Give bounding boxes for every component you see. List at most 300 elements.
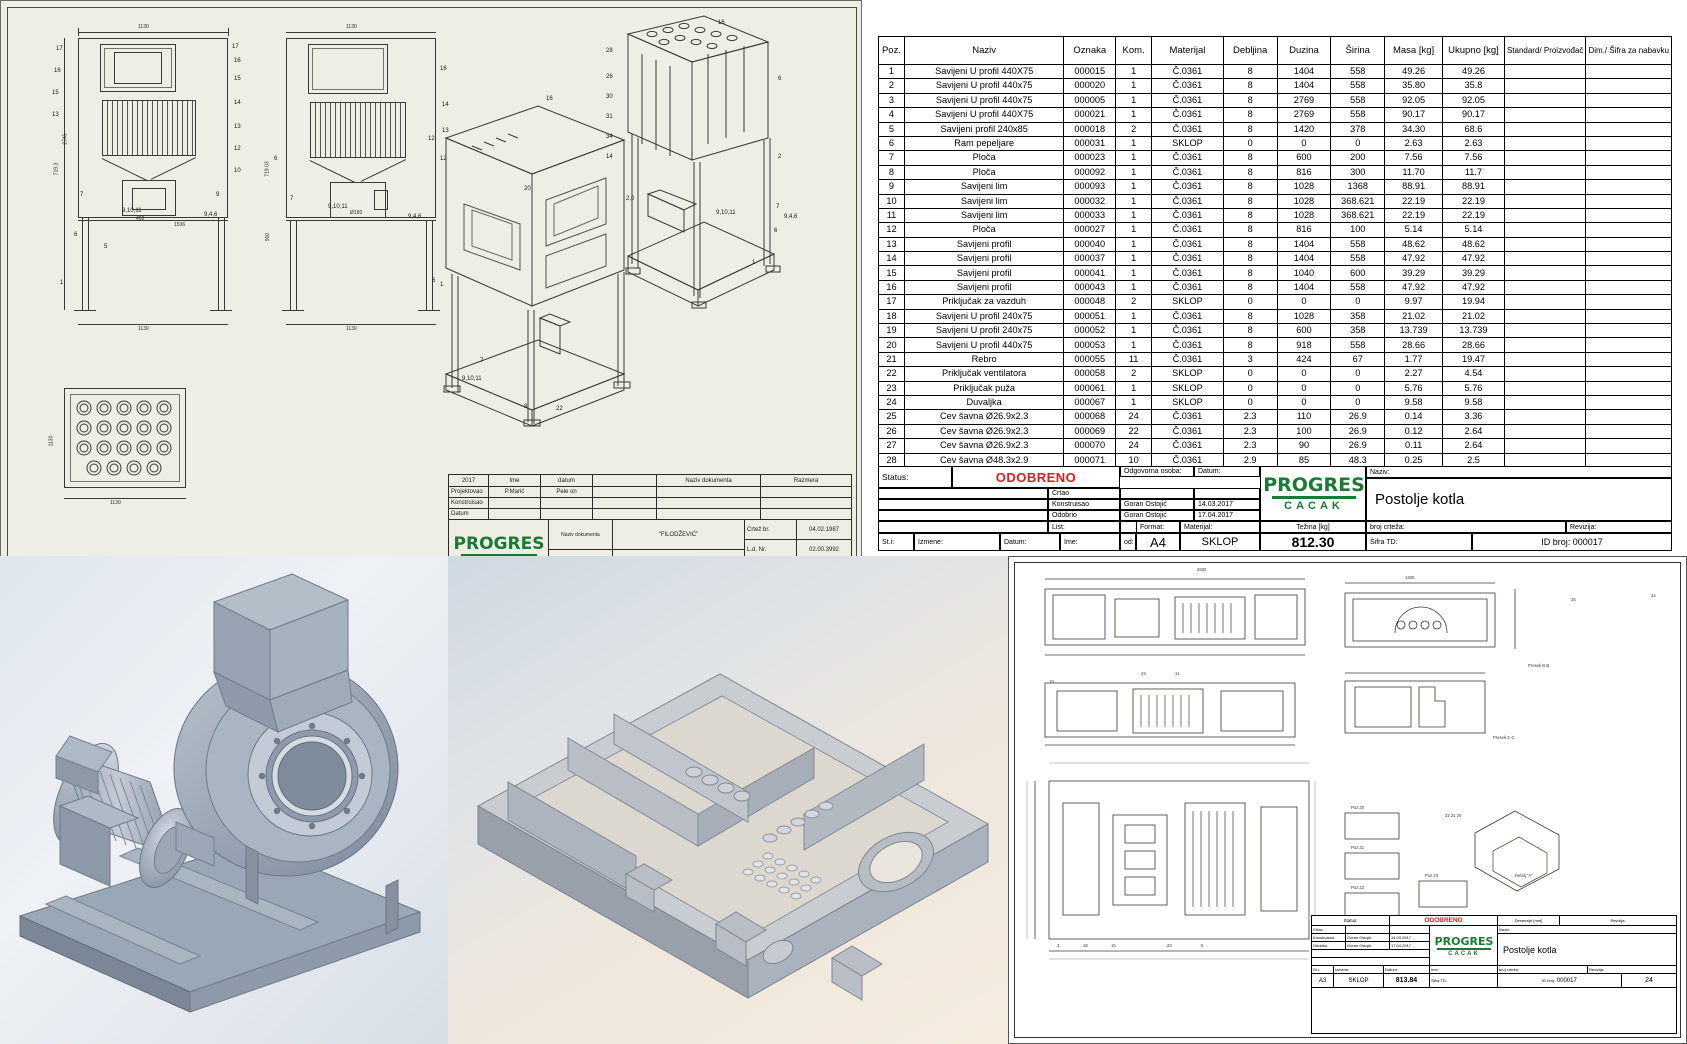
bom-cell: 8 — [1223, 65, 1277, 79]
bom-cell: 13 — [879, 237, 905, 251]
table-row[interactable] — [879, 309, 1672, 323]
bom-cell — [1586, 122, 1672, 136]
tezina-label: Težina [kg] — [1260, 521, 1366, 533]
bom-th-dim: Dim./ Šifra za nabavku — [1586, 37, 1672, 65]
bom-cell: 2 — [1116, 367, 1152, 381]
bom-cell — [1586, 252, 1672, 266]
fan-assembly-render — [0, 556, 448, 1044]
bom-cell: 5.76 — [1385, 381, 1443, 395]
bom-cell — [1504, 352, 1586, 366]
bom-cell: 27 — [879, 439, 905, 453]
bom-cell: Č.0361 — [1152, 151, 1224, 165]
tb-doc-value: "FILODŽEVIĆ" — [613, 520, 745, 550]
bom-cell: 0 — [1277, 395, 1331, 409]
od-label: od: — [1120, 533, 1136, 551]
bom-cell: 000018 — [1064, 122, 1116, 136]
bom-cell: 0 — [1331, 367, 1385, 381]
left-blank-3 — [878, 510, 1048, 521]
sifra-td-label: Šifra TD: — [1366, 533, 1472, 551]
bom-cell: 10 — [1116, 453, 1152, 467]
bom-th-kom: Kom. — [1116, 37, 1152, 65]
bom-cell: 000058 — [1064, 367, 1116, 381]
bom-cell — [1586, 165, 1672, 179]
bom-cell: 16 — [879, 280, 905, 294]
br-dim-label: Dimenzije [mm] — [1498, 916, 1560, 926]
bom-cell: SKLOP — [1152, 381, 1224, 395]
bom-cell: 000092 — [1064, 165, 1116, 179]
bom-cell: 35.80 — [1385, 79, 1443, 93]
role-odobrio: Odobrio — [1048, 510, 1120, 521]
bom-cell — [1504, 410, 1586, 424]
bom-cell — [1586, 424, 1672, 438]
bom-cell: 0 — [1331, 381, 1385, 395]
tb-ld-value: 02.00.3992 — [797, 540, 852, 560]
br-role-0: Crtao — [1312, 926, 1346, 934]
responsible-label: Odgovorna osoba: — [1120, 466, 1194, 477]
bom-cell: Č.0361 — [1152, 165, 1224, 179]
bom-cell: 816 — [1277, 165, 1331, 179]
bom-cell: 2.3 — [1223, 410, 1277, 424]
bom-cell: Č.0361 — [1152, 194, 1224, 208]
table-row[interactable] — [879, 208, 1672, 222]
bom-cell: Č.0361 — [1152, 453, 1224, 467]
bom-cell: 7.56 — [1385, 151, 1443, 165]
tb-col-ime: Ime — [489, 475, 541, 487]
bom-cell-naziv: Savijeni U profil 440x75 — [904, 338, 1063, 352]
bom-cell: 22.19 — [1443, 208, 1505, 222]
bom-cell-naziv: Savijeni profil — [904, 237, 1063, 251]
table-row[interactable] — [879, 439, 1672, 453]
bom-cell: 000021 — [1064, 108, 1116, 122]
bom-cell: 0 — [1223, 381, 1277, 395]
bom-cell: 3 — [879, 93, 905, 107]
right-drawing-title-block — [1311, 915, 1677, 1034]
bom-cell-naziv: Savijeni U profil 240x75 — [904, 324, 1063, 338]
bom-cell — [1586, 338, 1672, 352]
table-row[interactable] — [879, 280, 1672, 294]
bom-cell — [1586, 324, 1672, 338]
bom-cell: 1 — [1116, 338, 1152, 352]
table-row[interactable] — [879, 381, 1672, 395]
bom-cell: 0 — [1331, 136, 1385, 150]
bom-cell: 20 — [879, 338, 905, 352]
bom-cell: Č.0361 — [1152, 309, 1224, 323]
bom-cell: Č.0361 — [1152, 252, 1224, 266]
bom-cell: 1 — [879, 65, 905, 79]
bom-cell: 28 — [879, 453, 905, 467]
bom-cell: 558 — [1331, 252, 1385, 266]
id-broj-label: ID broj: — [1541, 537, 1571, 547]
bom-cell: 88.91 — [1443, 180, 1505, 194]
bom-cell: 21.02 — [1443, 309, 1505, 323]
bom-cell — [1586, 180, 1672, 194]
bom-cell: 000068 — [1064, 410, 1116, 424]
bom-cell-naziv: Savijeni profil — [904, 280, 1063, 294]
br-broj-crteza: broj crteža: — [1498, 966, 1588, 974]
bom-cell — [1504, 223, 1586, 237]
tb-blank-2 — [593, 487, 657, 498]
bom-cell: 0 — [1277, 295, 1331, 309]
br-rev-label: Revizija: — [1560, 916, 1677, 926]
bom-cell: 1404 — [1277, 252, 1331, 266]
br-logo-bar — [1437, 948, 1491, 950]
bom-cell: 5.14 — [1385, 223, 1443, 237]
company-logo-bar — [1272, 496, 1356, 499]
bom-cell: 8 — [1223, 122, 1277, 136]
bom-cell-naziv: Savijeni U profil 440X75 — [904, 108, 1063, 122]
bom-header-row — [879, 37, 1672, 65]
tb-crtez-value: 04.02.1987 — [797, 520, 852, 540]
bom-cell: 1420 — [1277, 122, 1331, 136]
table-row[interactable] — [879, 223, 1672, 237]
table-row[interactable] — [879, 237, 1672, 251]
bom-cell: 8 — [1223, 108, 1277, 122]
table-row[interactable] — [879, 295, 1672, 309]
date-konstruisao: 14.03.2017 — [1194, 499, 1260, 510]
bom-cell: 8 — [1223, 266, 1277, 280]
bom-cell — [1504, 237, 1586, 251]
bom-cell: 8 — [1223, 223, 1277, 237]
br-izmene: Izmene: — [1334, 966, 1384, 974]
tb-k-ime — [489, 498, 541, 509]
bom-cell — [1504, 266, 1586, 280]
bom-cell: Č.0361 — [1152, 424, 1224, 438]
bom-cell: 100 — [1331, 223, 1385, 237]
bom-cell — [1586, 194, 1672, 208]
table-row[interactable] — [879, 395, 1672, 409]
list-label: List: — [1048, 521, 1120, 533]
material-label: Materijal: — [1180, 521, 1260, 533]
left-blank-1 — [878, 488, 1048, 499]
bom-cell: 15 — [879, 266, 905, 280]
bom-cell: 8 — [1223, 237, 1277, 251]
bom-cell: 378 — [1331, 122, 1385, 136]
bom-cell: 19 — [879, 324, 905, 338]
bom-cell — [1504, 381, 1586, 395]
bom-cell: 000040 — [1064, 237, 1116, 251]
bom-cell: 8 — [1223, 194, 1277, 208]
bom-cell: 4 — [879, 108, 905, 122]
bom-cell: 34.30 — [1385, 122, 1443, 136]
bom-cell: 358 — [1331, 309, 1385, 323]
table-row[interactable] — [879, 424, 1672, 438]
bom-cell — [1586, 151, 1672, 165]
bom-cell: 000015 — [1064, 65, 1116, 79]
bom-cell: Č.0361 — [1152, 324, 1224, 338]
bom-cell-naziv: Ploča — [904, 151, 1063, 165]
tb-person: P.Marić — [489, 487, 541, 498]
bom-cell: 92.05 — [1385, 93, 1443, 107]
bom-cell: 28.66 — [1443, 338, 1505, 352]
tb-row-konstruisao: Konstruisao — [449, 498, 489, 509]
table-row[interactable] — [879, 324, 1672, 338]
bom-cell: 000031 — [1064, 136, 1116, 150]
bom-cell: 1 — [1116, 208, 1152, 222]
bom-cell: Č.0361 — [1152, 65, 1224, 79]
br-material-value: SKLOP — [1334, 974, 1384, 988]
bom-cell: 1 — [1116, 65, 1152, 79]
bom-cell: 368.621 — [1331, 194, 1385, 208]
bom-th-naziv: Naziv — [904, 37, 1063, 65]
bom-cell-naziv: Savijeni profil 240x85 — [904, 122, 1063, 136]
bom-cell: 0 — [1331, 395, 1385, 409]
bom-cell: 1404 — [1277, 237, 1331, 251]
bom-cell: 8 — [1223, 93, 1277, 107]
tb-col-naziv-dokumenta: Naziv dokumenta — [657, 475, 761, 487]
bom-cell: 918 — [1277, 338, 1331, 352]
bom-cell: 3.36 — [1443, 410, 1505, 424]
bom-cell — [1586, 93, 1672, 107]
tb-blank-5 — [593, 498, 657, 509]
bom-cell: 24 — [879, 395, 905, 409]
bom-cell: 2 — [1116, 295, 1152, 309]
tb-blank-9 — [657, 509, 761, 520]
role-konstruisao: Konstruisao — [1048, 499, 1120, 510]
table-row[interactable] — [879, 266, 1672, 280]
bom-cell: 47.92 — [1385, 280, 1443, 294]
bom-cell: 22.19 — [1443, 194, 1505, 208]
bom-cell: Č.0361 — [1152, 208, 1224, 222]
company-logo-sub: CACAK — [1284, 499, 1344, 512]
table-row[interactable] — [879, 180, 1672, 194]
bom-cell: 1 — [1116, 266, 1152, 280]
view-isometric-assembly: 16 12 20 2,0 6 7 9,10,11 8 22 — [428, 18, 648, 438]
tb-row-projektovao: Projektovao — [449, 487, 489, 498]
bom-cell — [1586, 65, 1672, 79]
person-konstruisao: Goran Ostojić — [1120, 499, 1194, 510]
bom-cell — [1586, 237, 1672, 251]
left-technical-drawing-sheet — [0, 0, 862, 593]
bom-cell — [1504, 108, 1586, 122]
bom-cell — [1504, 180, 1586, 194]
table-row[interactable] — [879, 410, 1672, 424]
bom-cell: 11 — [1116, 352, 1152, 366]
bom-cell: 0 — [1223, 295, 1277, 309]
tb-doc-label: Naziv dokumenta — [549, 520, 613, 550]
bom-cell — [1504, 136, 1586, 150]
bom-cell: 358 — [1331, 324, 1385, 338]
bom-cell: 6 — [879, 136, 905, 150]
bom-cell: 000052 — [1064, 324, 1116, 338]
drawing-title: Postolje kotla — [1366, 478, 1672, 521]
bom-cell — [1504, 439, 1586, 453]
bom-cell — [1504, 367, 1586, 381]
table-row[interactable] — [879, 165, 1672, 179]
bom-cell: 21.02 — [1385, 309, 1443, 323]
bom-cell: 8 — [1223, 309, 1277, 323]
bom-cell: 1 — [1116, 309, 1152, 323]
status-label: Status: — [878, 466, 952, 488]
tb-blank-4 — [761, 487, 852, 498]
bom-cell: 558 — [1331, 237, 1385, 251]
view-exploded-frame: 16 28 26 30 31 34 14 6 2 7 6 1 9,10,11 9,4,6 — [608, 14, 848, 354]
table-row[interactable] — [879, 79, 1672, 93]
bom-cell: 1 — [1116, 194, 1152, 208]
status-value-cell — [952, 466, 1120, 488]
bom-cell — [1586, 395, 1672, 409]
bom-cell: Č.0361 — [1152, 223, 1224, 237]
tb-d-ime — [489, 509, 541, 520]
br-person-1: Goran Ostojić — [1346, 934, 1390, 942]
bom-cell: 68.6 — [1443, 122, 1505, 136]
bom-cell — [1586, 79, 1672, 93]
bom-cell: 26.9 — [1331, 410, 1385, 424]
table-row[interactable] — [879, 352, 1672, 366]
bom-cell: 1 — [1116, 136, 1152, 150]
bom-cell-naziv: Ram pepeljare — [904, 136, 1063, 150]
br-person-0 — [1346, 926, 1390, 934]
bom-cell: Č.0361 — [1152, 93, 1224, 107]
bom-cell: Č.0361 — [1152, 122, 1224, 136]
br-datum: Datum: — [1384, 966, 1430, 974]
id-broj-value: 000017 — [1572, 537, 1603, 547]
broj-crteza-label: broj crteža: — [1366, 521, 1566, 533]
bom-th-sirina: Širina — [1331, 37, 1385, 65]
table-row[interactable] — [879, 194, 1672, 208]
bom-cell: 9 — [879, 180, 905, 194]
bom-cell: 000069 — [1064, 424, 1116, 438]
table-row[interactable] — [879, 93, 1672, 107]
table-row[interactable] — [879, 108, 1672, 122]
bom-cell: 48.62 — [1385, 237, 1443, 251]
date-label: Datum: — [1194, 466, 1260, 477]
bom-cell: 1 — [1116, 324, 1152, 338]
bom-cell: 000070 — [1064, 439, 1116, 453]
bom-cell: 88.91 — [1385, 180, 1443, 194]
bom-cell: 110 — [1277, 410, 1331, 424]
bom-cell: 816 — [1277, 223, 1331, 237]
bom-cell — [1586, 439, 1672, 453]
bom-cell: 1 — [1116, 180, 1152, 194]
bom-cell: 1 — [1116, 108, 1152, 122]
br-page: 24 — [1622, 974, 1677, 988]
table-row[interactable] — [879, 367, 1672, 381]
bom-cell: 100 — [1277, 424, 1331, 438]
bom-cell: 1 — [1116, 252, 1152, 266]
bom-cell: 2.63 — [1443, 136, 1505, 150]
bom-cell-naziv: Ploča — [904, 165, 1063, 179]
bom-cell: 000020 — [1064, 79, 1116, 93]
bom-cell: 200 — [1331, 151, 1385, 165]
tb-year: 2017 — [449, 475, 489, 487]
br-role-2: Odobrio — [1312, 942, 1346, 950]
bom-cell: 1028 — [1277, 309, 1331, 323]
br-status-label: Status: — [1312, 916, 1390, 926]
tb-blank-1 — [593, 475, 657, 487]
bom-cell: 000037 — [1064, 252, 1116, 266]
bom-cell — [1586, 352, 1672, 366]
bom-cell: 558 — [1331, 79, 1385, 93]
bom-cell: 26 — [879, 424, 905, 438]
bom-cell: 14 — [879, 252, 905, 266]
bom-cell: 1028 — [1277, 194, 1331, 208]
bom-cell: 48.3 — [1331, 453, 1385, 467]
bom-cell: 24 — [1116, 410, 1152, 424]
status-title-block — [878, 466, 1672, 551]
table-row[interactable] — [879, 136, 1672, 150]
bom-cell: 000005 — [1064, 93, 1116, 107]
date-crtao — [1194, 488, 1260, 499]
bom-cell: 24 — [1116, 439, 1152, 453]
bom-cell: 3 — [1223, 352, 1277, 366]
left-blank-4 — [878, 521, 1048, 533]
view-side-elevation: 1130 1130 719.03 900 Ø180 16 14 13 12 6 7 9,10,11 9,4,6 1 — [264, 24, 449, 332]
bom-cell: 8 — [1223, 165, 1277, 179]
date-odobrio: 17.04.2017 — [1194, 510, 1260, 521]
bom-th-standard: Standard/ Proizvođač — [1504, 37, 1586, 65]
bom-cell: SKLOP — [1152, 136, 1224, 150]
table-row[interactable] — [879, 65, 1672, 79]
bom-cell-naziv: Savijeni lim — [904, 208, 1063, 222]
bom-cell: 2.3 — [1223, 424, 1277, 438]
bom-cell: 92.05 — [1443, 93, 1505, 107]
bom-cell: 000051 — [1064, 309, 1116, 323]
tb-person-date: Pelе on — [541, 487, 593, 498]
bom-cell — [1586, 223, 1672, 237]
bom-th-debljina: Debljina — [1223, 37, 1277, 65]
table-row[interactable] — [879, 122, 1672, 136]
table-row[interactable] — [879, 252, 1672, 266]
bom-cell: SKLOP — [1152, 367, 1224, 381]
bom-cell: 49.26 — [1385, 65, 1443, 79]
company-logo — [1264, 470, 1364, 518]
br-company-logo — [1432, 928, 1496, 964]
table-row[interactable] — [879, 151, 1672, 165]
bom-cell — [1504, 309, 1586, 323]
bom-cell-naziv: Cev šavna Ø26.9x2.3 — [904, 439, 1063, 453]
bom-cell: 000041 — [1064, 266, 1116, 280]
bom-cell: 1 — [1116, 395, 1152, 409]
bom-cell: 1404 — [1277, 79, 1331, 93]
bom-cell — [1504, 324, 1586, 338]
bom-cell — [1504, 165, 1586, 179]
view-tube-plate-detail: 1130 1130 — [48, 378, 208, 508]
bom-cell: 8 — [1223, 151, 1277, 165]
bom-cell: 0.11 — [1385, 439, 1443, 453]
bom-cell: 10 — [879, 194, 905, 208]
bom-cell-naziv: Savijeni U profil 440x75 — [904, 79, 1063, 93]
bom-cell-naziv: Savijeni profil — [904, 266, 1063, 280]
bom-cell: 17 — [879, 295, 905, 309]
bom-cell: Č.0361 — [1152, 338, 1224, 352]
tb-blank-7 — [761, 498, 852, 509]
tb-blank-8 — [593, 509, 657, 520]
bom-cell: 424 — [1277, 352, 1331, 366]
bom-cell: 12 — [879, 223, 905, 237]
br-tezina-value: 813.84 — [1384, 974, 1430, 988]
bom-cell-naziv: Priključak ventilatora — [904, 367, 1063, 381]
br-blank-2 — [1312, 958, 1430, 966]
bom-cell — [1504, 338, 1586, 352]
bom-cell — [1504, 395, 1586, 409]
boiler-base-render — [448, 556, 1008, 1044]
bom-th-poz: Poz. — [879, 37, 905, 65]
bom-cell: 1404 — [1277, 65, 1331, 79]
bom-cell: Č.0361 — [1152, 410, 1224, 424]
bom-cell: 0 — [1223, 395, 1277, 409]
bom-cell: 47.92 — [1443, 252, 1505, 266]
bom-cell: 85 — [1277, 453, 1331, 467]
bom-cell-naziv: Priključak puža — [904, 381, 1063, 395]
bom-cell: Č.0361 — [1152, 79, 1224, 93]
bom-cell-naziv: Cev šavna Ø26.9x2.3 — [904, 410, 1063, 424]
bom-cell: 0 — [1331, 295, 1385, 309]
br-sti: St.i: — [1312, 966, 1334, 974]
bom-th-ukupno: Ukupno [kg] — [1443, 37, 1505, 65]
bom-cell: 5.14 — [1443, 223, 1505, 237]
bom-cell: 7 — [879, 151, 905, 165]
table-row[interactable] — [879, 338, 1672, 352]
